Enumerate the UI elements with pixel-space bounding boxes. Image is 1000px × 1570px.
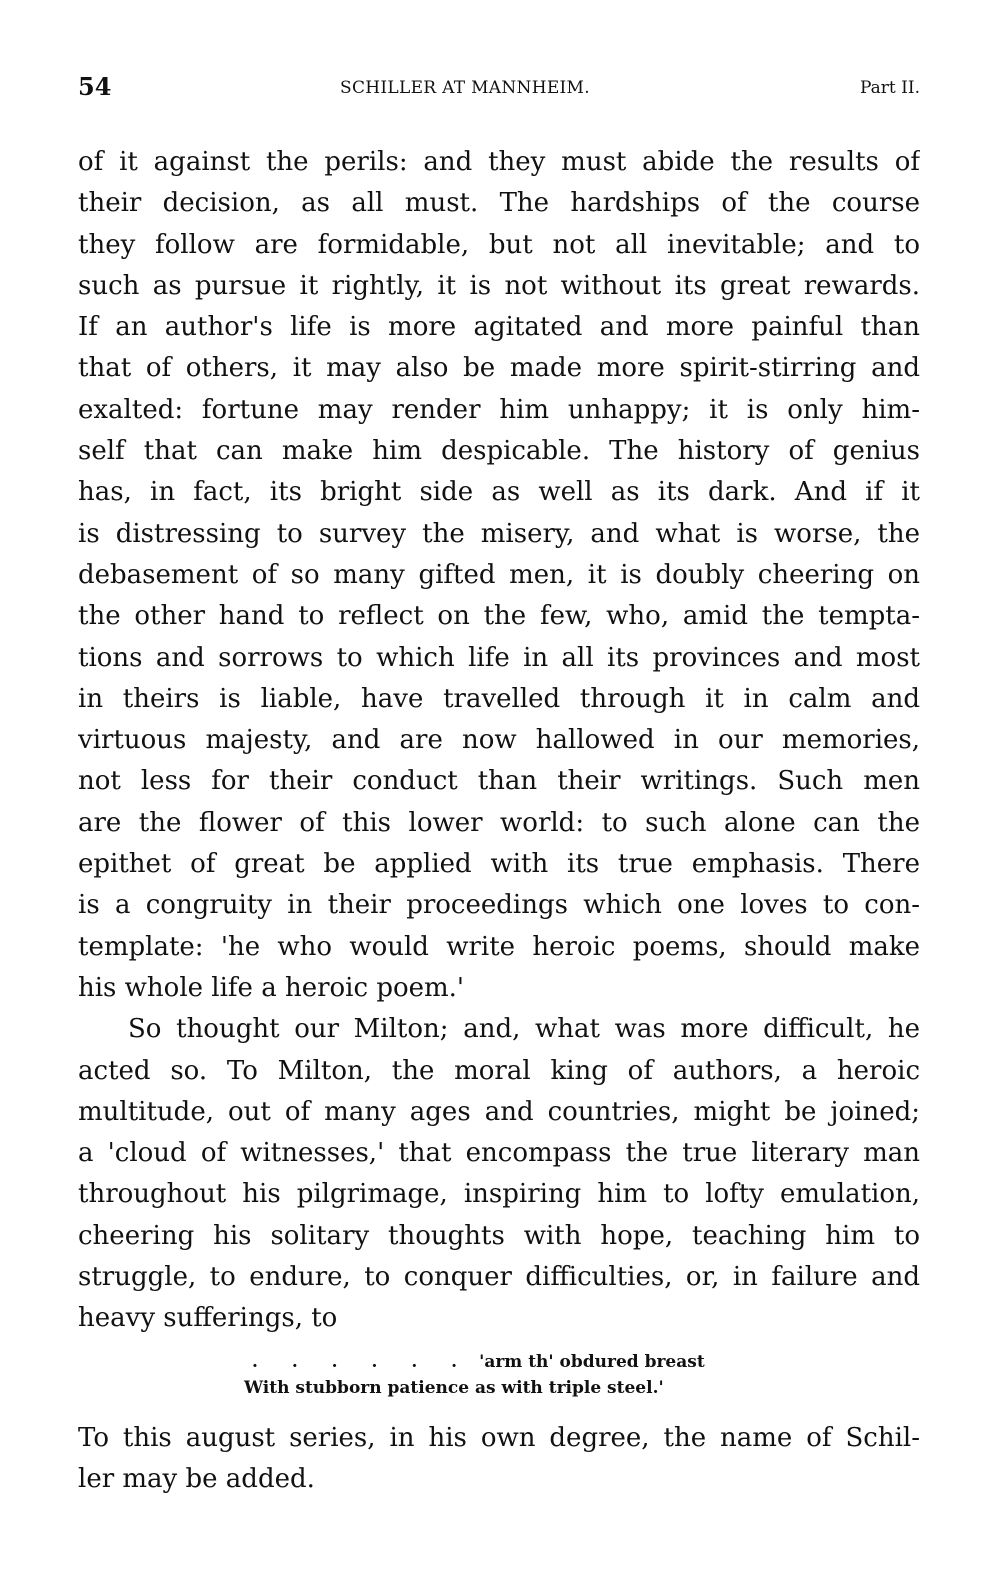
text-line: ler may be added. <box>78 1464 315 1495</box>
text-line: throughout his pilgrimage, inspiring him to lofty emulation, <box>78 1179 920 1210</box>
ellipsis: . . . . . . <box>252 1352 472 1372</box>
text-line: a 'cloud of witnesses,' that encompass the true literary man <box>78 1138 920 1169</box>
text-line: of it against the perils: and they must abide the results of <box>78 147 920 177</box>
text-line: multitude, out of many ages and countries, might be joined; <box>78 1096 920 1127</box>
text-line: epithet of great be applied with its true emphasis. There <box>78 849 920 880</box>
book-page <box>78 0 920 1570</box>
text-line: To this august series, in his own degree, the name of Schil- <box>78 1423 920 1453</box>
text-line: that of others, it may also be made more spirit-stirring and <box>78 353 920 384</box>
text-line: tions and sorrows to which life in all its provinces and most <box>78 642 920 673</box>
body-text <box>78 142 920 1340</box>
text-line: So thought our Milton; and, what was more difficult, he <box>128 1014 920 1045</box>
text-line: virtuous majesty, and are now hallowed in our memories, <box>78 725 920 756</box>
text-line: heavy sufferings, to <box>78 1303 338 1334</box>
text-line: self that can make him despicable. The history of genius <box>78 436 920 467</box>
text-line: is a congruity in their proceedings which one loves to con- <box>78 890 920 921</box>
text-line: in theirs is liable, have travelled through it in calm and <box>78 683 920 714</box>
quote-text: 'arm th' obdured breast <box>479 1352 705 1372</box>
text-line: debasement of so many gifted men, it is doubly cheering on <box>78 559 920 590</box>
text-line: is distressing to survey the misery, and what is worse, the <box>78 518 920 549</box>
quote-line <box>252 1352 705 1372</box>
text-line: not less for their conduct than their writings. Such men <box>78 766 920 797</box>
text-line: has, in fact, its bright side as well as its dark. And if it <box>78 477 920 508</box>
running-title: SCHILLER AT MANNHEIM. <box>340 78 590 98</box>
text-line: template: 'he who would write heroic poems, should make <box>78 931 920 962</box>
text-line: exalted: fortune may render him unhappy; it is only him- <box>78 394 920 425</box>
text-line: are the flower of this lower world: to such alone can the <box>78 807 920 838</box>
quote-line: With stubborn patience as with triple steel.' <box>244 1378 664 1398</box>
text-line: such as pursue it rightly, it is not without its great rewards. <box>78 270 920 301</box>
text-line: acted so. To Milton, the moral king of authors, a heroic <box>78 1055 920 1086</box>
text-line: his whole life a heroic poem.' <box>78 972 465 1003</box>
text-line: they follow are formidable, but not all inevitable; and to <box>78 229 920 260</box>
closing-paragraph <box>78 1418 920 1501</box>
text-line: If an author's life is more agitated and more painful than <box>78 312 920 343</box>
text-line: struggle, to endure, to conquer difficulties, or, in failure and <box>78 1262 920 1293</box>
text-line: the other hand to reflect on the few, who, amid the tempta- <box>78 601 920 632</box>
part-label: Part II. <box>859 78 920 98</box>
page-number: 54 <box>78 72 112 101</box>
text-line: their decision, as all must. The hardships of the course <box>78 188 920 219</box>
text-line: cheering his solitary thoughts with hope, teaching him to <box>78 1220 920 1251</box>
page-header <box>78 72 920 102</box>
